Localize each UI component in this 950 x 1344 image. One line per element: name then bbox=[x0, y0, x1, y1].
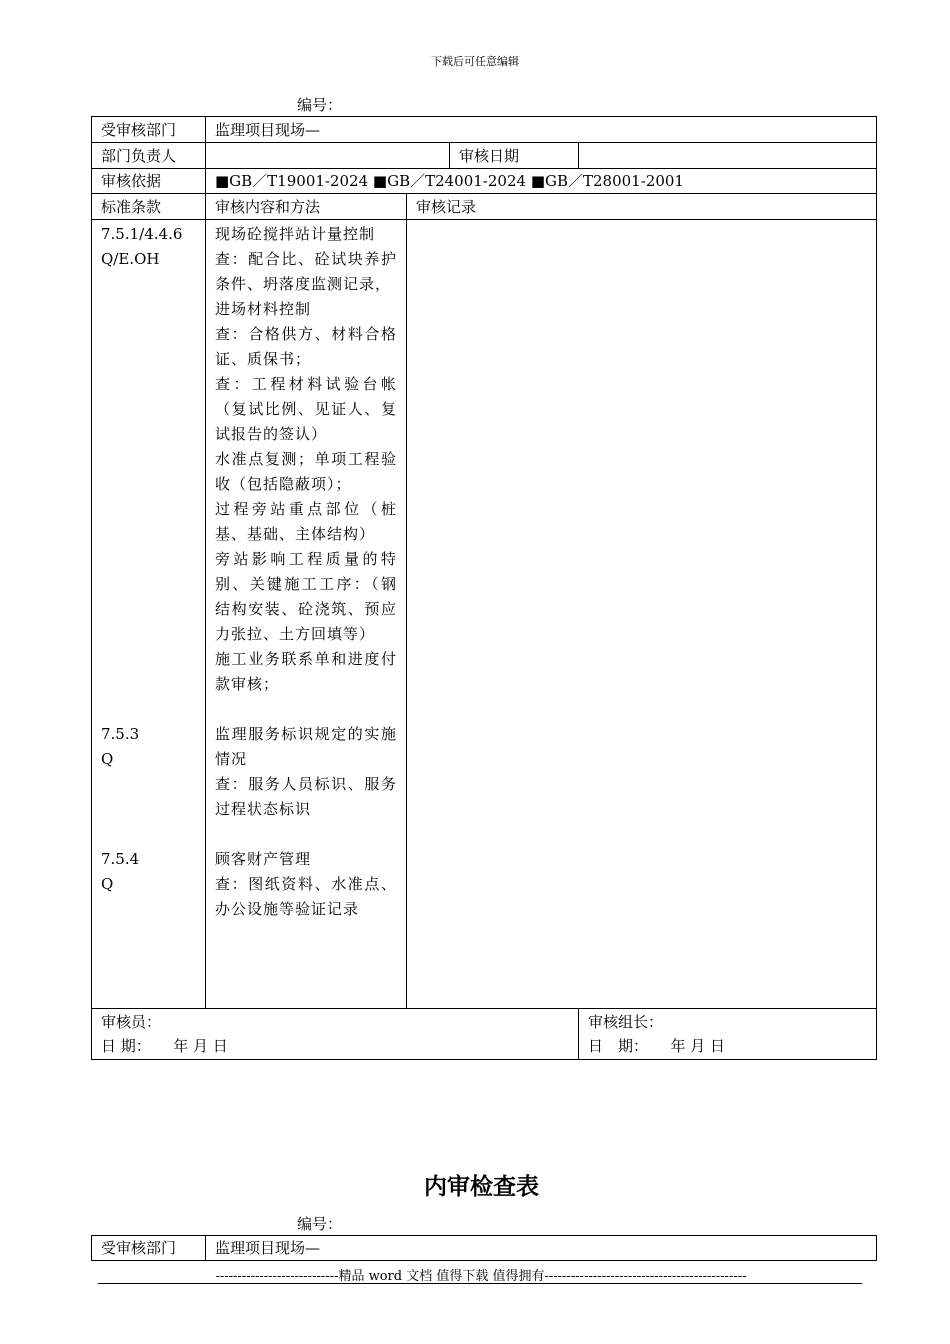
clause-line bbox=[101, 422, 196, 447]
dept-value-2[interactable]: 监理项目现场— bbox=[206, 1236, 877, 1261]
clause-line bbox=[101, 797, 196, 822]
clause-line bbox=[101, 697, 196, 722]
record-cell[interactable] bbox=[407, 220, 877, 1009]
clause-line: 7.5.3 bbox=[101, 725, 140, 743]
clause-line: Q bbox=[101, 875, 114, 893]
clause-line: 7.5.1/4.4.6 bbox=[101, 225, 183, 243]
clause-line bbox=[101, 522, 196, 547]
basis-label: 审核依据 bbox=[92, 169, 206, 194]
method-cell bbox=[206, 220, 407, 1009]
clause-line bbox=[101, 622, 196, 647]
clause-line bbox=[101, 597, 196, 622]
clause-line: 7.5.4 bbox=[101, 850, 140, 868]
method-item bbox=[215, 697, 397, 722]
clause-line bbox=[101, 297, 196, 322]
form-code-label: 编号： bbox=[297, 96, 343, 114]
clause-line bbox=[101, 322, 196, 347]
footer-rule bbox=[98, 1283, 862, 1284]
clause-line bbox=[101, 372, 196, 397]
head-label: 部门负责人 bbox=[92, 143, 206, 169]
method-item bbox=[215, 822, 397, 847]
auditor-cell bbox=[92, 1009, 579, 1060]
method-item: 现场砼搅拌站计量控制 bbox=[215, 225, 376, 243]
content-row bbox=[92, 220, 877, 1009]
method-item: 查：配合比、砼试块养护条件、坍落度监测记录， bbox=[215, 250, 397, 293]
method-item: 查：工程材料试验台帐（复试比例、见证人、复试报告的签认） bbox=[215, 375, 397, 443]
basis-value: ■GB／T19001-2024 ■GB／T24001-2024 ■GB／T28001-2001 bbox=[206, 169, 877, 194]
method-item: 进场材料控制 bbox=[215, 300, 312, 318]
col-method-header: 审核内容和方法 bbox=[206, 194, 407, 220]
clause-line bbox=[101, 672, 196, 697]
head-value[interactable] bbox=[206, 143, 450, 169]
leader-cell bbox=[579, 1009, 877, 1060]
column-header-row bbox=[92, 194, 877, 220]
clause-line: Q bbox=[101, 750, 114, 768]
auditor-date: 日 期： 年 月 日 bbox=[101, 1037, 228, 1055]
leader-date: 日 期： 年 月 日 bbox=[588, 1037, 726, 1055]
dept-label-2: 受审核部门 bbox=[92, 1236, 206, 1261]
clause-line: Q/E.OH bbox=[101, 250, 160, 268]
clause-line bbox=[101, 272, 196, 297]
method-item: 水准点复测；单项工程验收（包括隐蔽项）； bbox=[215, 450, 397, 493]
method-item: 查：合格供方、材料合格证、质保书； bbox=[215, 325, 397, 368]
clause-line bbox=[101, 447, 196, 472]
col-record-header: 审核记录 bbox=[407, 194, 877, 220]
date-value[interactable] bbox=[579, 143, 877, 169]
clause-line bbox=[101, 572, 196, 597]
clause-line bbox=[101, 397, 196, 422]
basis-row bbox=[92, 169, 877, 194]
clause-line bbox=[101, 547, 196, 572]
dept-row-2 bbox=[92, 1236, 877, 1261]
clause-line bbox=[101, 647, 196, 672]
clause-cell bbox=[92, 220, 206, 1009]
form2-code-label: 编号： bbox=[297, 1215, 343, 1233]
audit-checklist-table bbox=[91, 116, 877, 1060]
clause-line bbox=[101, 347, 196, 372]
clause-line bbox=[101, 772, 196, 797]
leader-label: 审核组长： bbox=[588, 1013, 664, 1031]
method-item: 施工业务联系单和进度付款审核； bbox=[215, 650, 397, 693]
method-item: 查：图纸资料、水准点、办公设施等验证记录 bbox=[215, 875, 397, 918]
method-item: 监理服务标识规定的实施情况 bbox=[215, 725, 397, 768]
checklist-title: 内审检查表 bbox=[424, 1174, 539, 1200]
date-label: 审核日期 bbox=[450, 143, 579, 169]
dept-value[interactable]: 监理项目现场— bbox=[206, 117, 877, 143]
method-item: 查：服务人员标识、服务过程状态标识 bbox=[215, 775, 397, 818]
clause-line bbox=[101, 822, 196, 847]
method-item: 过程旁站重点部位（桩基、基础、主体结构） bbox=[215, 500, 397, 543]
page-header-note: 下载后可任意编辑 bbox=[431, 55, 519, 68]
method-item: 旁站影响工程质量的特别、关键施工工序：（钢结构安装、砼浇筑、预应力张拉、土方回填等） bbox=[215, 550, 397, 643]
clause-line bbox=[101, 472, 196, 497]
clause-line bbox=[101, 497, 196, 522]
signature-row bbox=[92, 1009, 877, 1060]
audit-checklist-table-2 bbox=[91, 1235, 877, 1261]
head-row bbox=[92, 143, 877, 169]
page-footer-note: ----------------------------精品 word 文档 值得下载 值得拥有---------------------------------------------- bbox=[215, 1269, 747, 1284]
method-item: 顾客财产管理 bbox=[215, 850, 312, 868]
col-clause-header: 标准条款 bbox=[92, 194, 206, 220]
dept-label: 受审核部门 bbox=[92, 117, 206, 143]
dept-row bbox=[92, 117, 877, 143]
auditor-label: 审核员： bbox=[101, 1013, 162, 1031]
